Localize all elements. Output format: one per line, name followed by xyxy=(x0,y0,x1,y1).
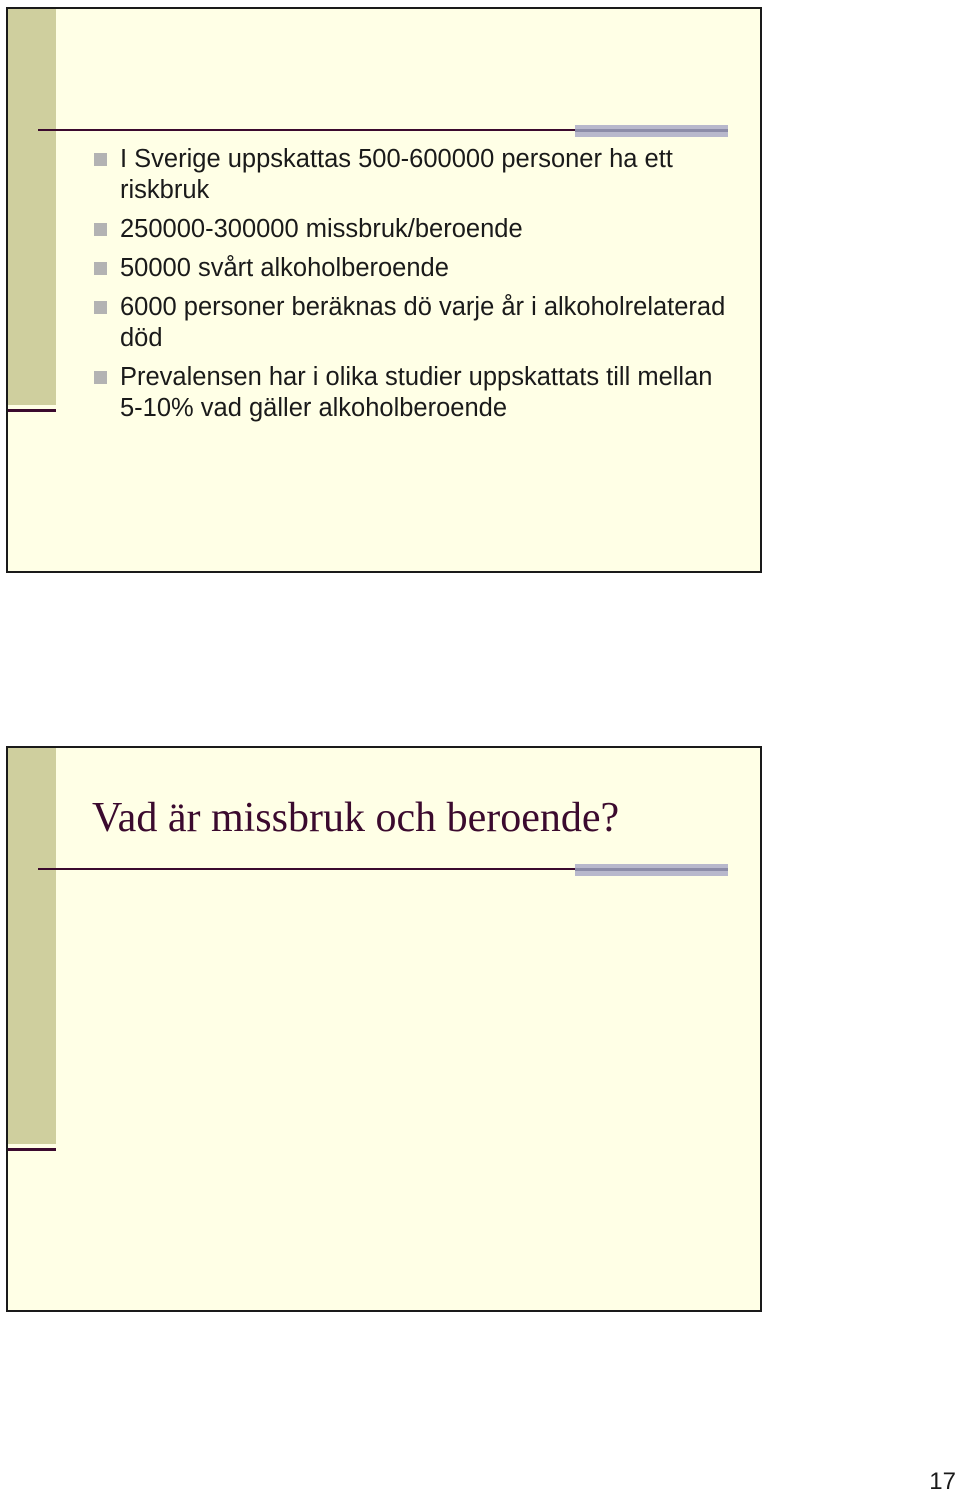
slide-title: Vad är missbruk och beroende? xyxy=(92,795,620,841)
square-bullet-icon xyxy=(94,301,107,314)
slide-2 xyxy=(6,746,762,1312)
bullet-list xyxy=(94,144,734,432)
slide-left-band xyxy=(8,748,56,1144)
bullet-item xyxy=(94,214,734,245)
bullet-text: Prevalensen har i olika studier uppskattats till mellan 5-10% vad gäller alkoholberoende xyxy=(120,363,713,422)
title-divider-line xyxy=(38,129,578,131)
bullet-item xyxy=(94,292,734,354)
square-bullet-icon xyxy=(94,153,107,166)
bullet-text: 250000-300000 missbruk/beroende xyxy=(120,215,523,243)
slide-1 xyxy=(6,7,762,573)
square-bullet-icon xyxy=(94,223,107,236)
slide-left-tick xyxy=(8,1148,56,1151)
title-divider-accent xyxy=(575,864,728,876)
bullet-text: I Sverige uppskattas 500-600000 personer ha ett riskbruk xyxy=(120,145,673,204)
bullet-text: 50000 svårt alkoholberoende xyxy=(120,254,449,282)
page-number: 17 xyxy=(929,1468,956,1495)
square-bullet-icon xyxy=(94,371,107,384)
bullet-item xyxy=(94,253,734,284)
title-divider-accent xyxy=(575,125,728,137)
bullet-item xyxy=(94,144,734,206)
square-bullet-icon xyxy=(94,262,107,275)
slide-left-tick xyxy=(8,409,56,412)
slide-left-band xyxy=(8,9,56,405)
bullet-item xyxy=(94,362,734,424)
bullet-text: 6000 personer beräknas dö varje år i alkoholrelaterad död xyxy=(120,293,726,352)
title-divider-line xyxy=(38,868,578,870)
